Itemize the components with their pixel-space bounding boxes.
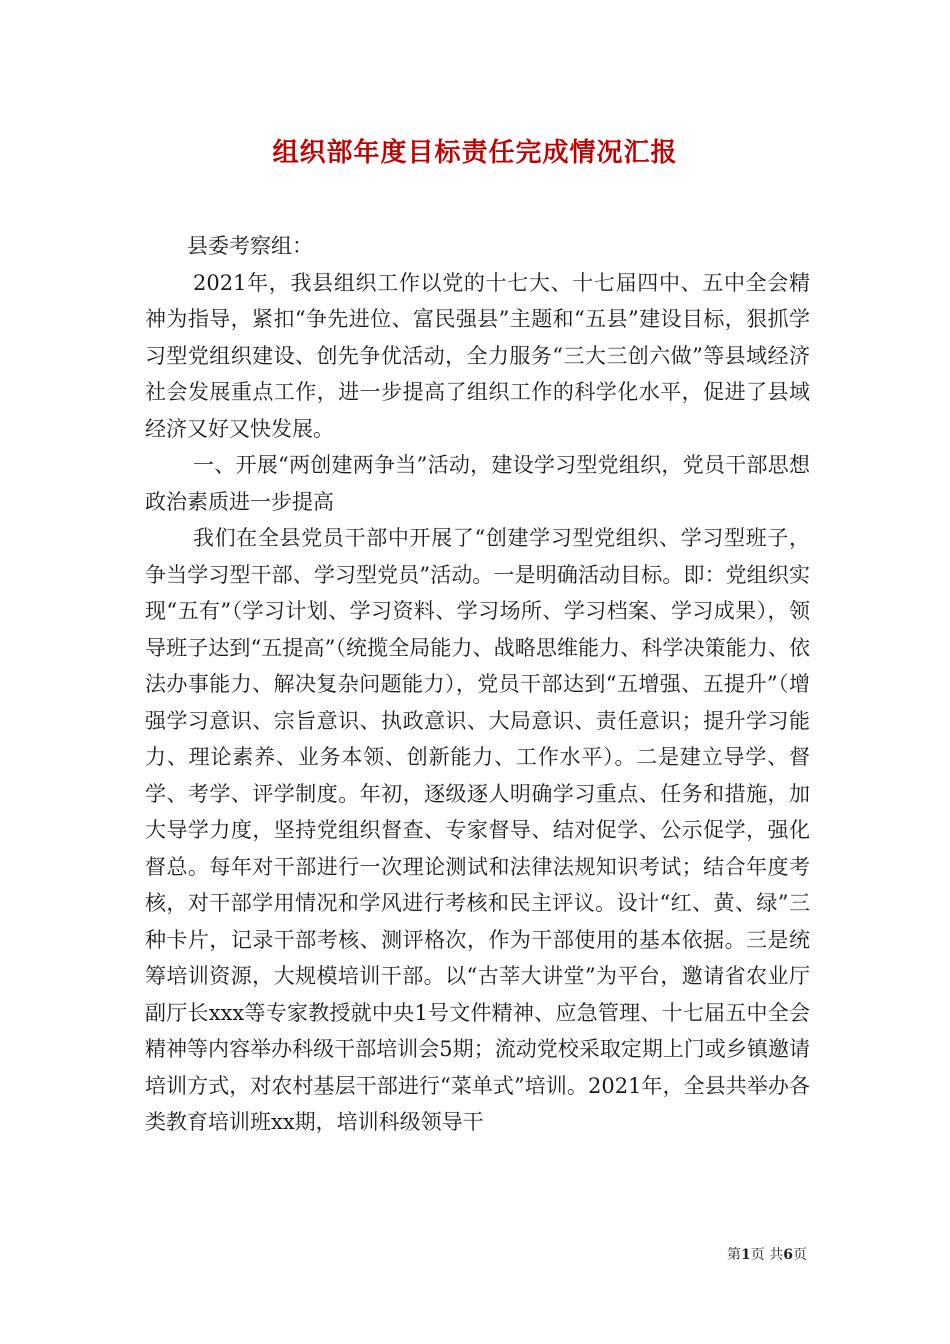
document-title: 组织部年度目标责任完成情况汇报 [272, 138, 678, 168]
total-pages-number: 6 [783, 1247, 793, 1263]
paragraph-intro: 2021年，我县组织工作以党的十七大、十七届四中、五中全会精神为指导，紧扣“争先进位、富民强县”主题和“五县”建设目标，狠抓学习型党组织建设、创先争优活动，全力服务“三大三创六做”等县域经济社会发展重点工作，进一步提高了组织工作的科学化水平，促进了县域经济又好又快发展。 [145, 270, 810, 441]
salutation: 县委考察组： [187, 234, 313, 258]
footer-prefix: 第 [727, 1247, 742, 1263]
section-heading-1: 一、开展“两创建两争当”活动，建设学习型党组织，党员干部思想政治素质进一步提高 [145, 453, 810, 514]
document-body [145, 228, 810, 1141]
paragraph-section-1: 我们在全县党员干部中开展了“创建学习型党组织、学习型班子，争当学习型干部、学习型党员”活动。一是明确活动目标。即：党组织实现“五有”（学习计划、学习资料、学习场所、学习档案、学习成果），领导班子达到“五提高”（统揽全局能力、战略思维能力、科学决策能力、依法办事能力、解决复杂问题能力），党员干部达到“五增强、五提升”（增强学习意识、宗旨意识、执政意识、大局意识、责任意识；提升学习能力、理论素养、业务本领、创新能力、工作水平）。二是建立导学、督学、考学、评学制度。年初，逐级逐人明确学习重点、任务和措施，加大导学力度，坚持党组织督查、专家督导、结对促学、公示促学，强化督总。每年对干部进行一次理论测试和法律法规知识考试；结合年度考核，对干部学用情况和学风进行考核和民主评议。设计“红、黄、绿”三种卡片，记录干部考核、测评格次，作为干部使用的基本依据。三是统筹培训资源，大规模培训干部。以“古莘大讲堂”为平台，邀请省农业厅副厅长xxx等专家教授就中央1号文件精神、应急管理、十七届五中全会精神等内容举办科级干部培训会5期；流动党校采取定期上门或乡镇邀请培训方式，对农村基层干部进行“菜单式”培训。2021年，全县共举办各类教育培训班xx期，培训科级领导干 [145, 526, 810, 1134]
page-footer [0, 1244, 807, 1264]
footer-middle: 页 共 [750, 1247, 784, 1263]
footer-suffix: 页 [793, 1247, 807, 1263]
current-page-number: 1 [741, 1247, 751, 1263]
